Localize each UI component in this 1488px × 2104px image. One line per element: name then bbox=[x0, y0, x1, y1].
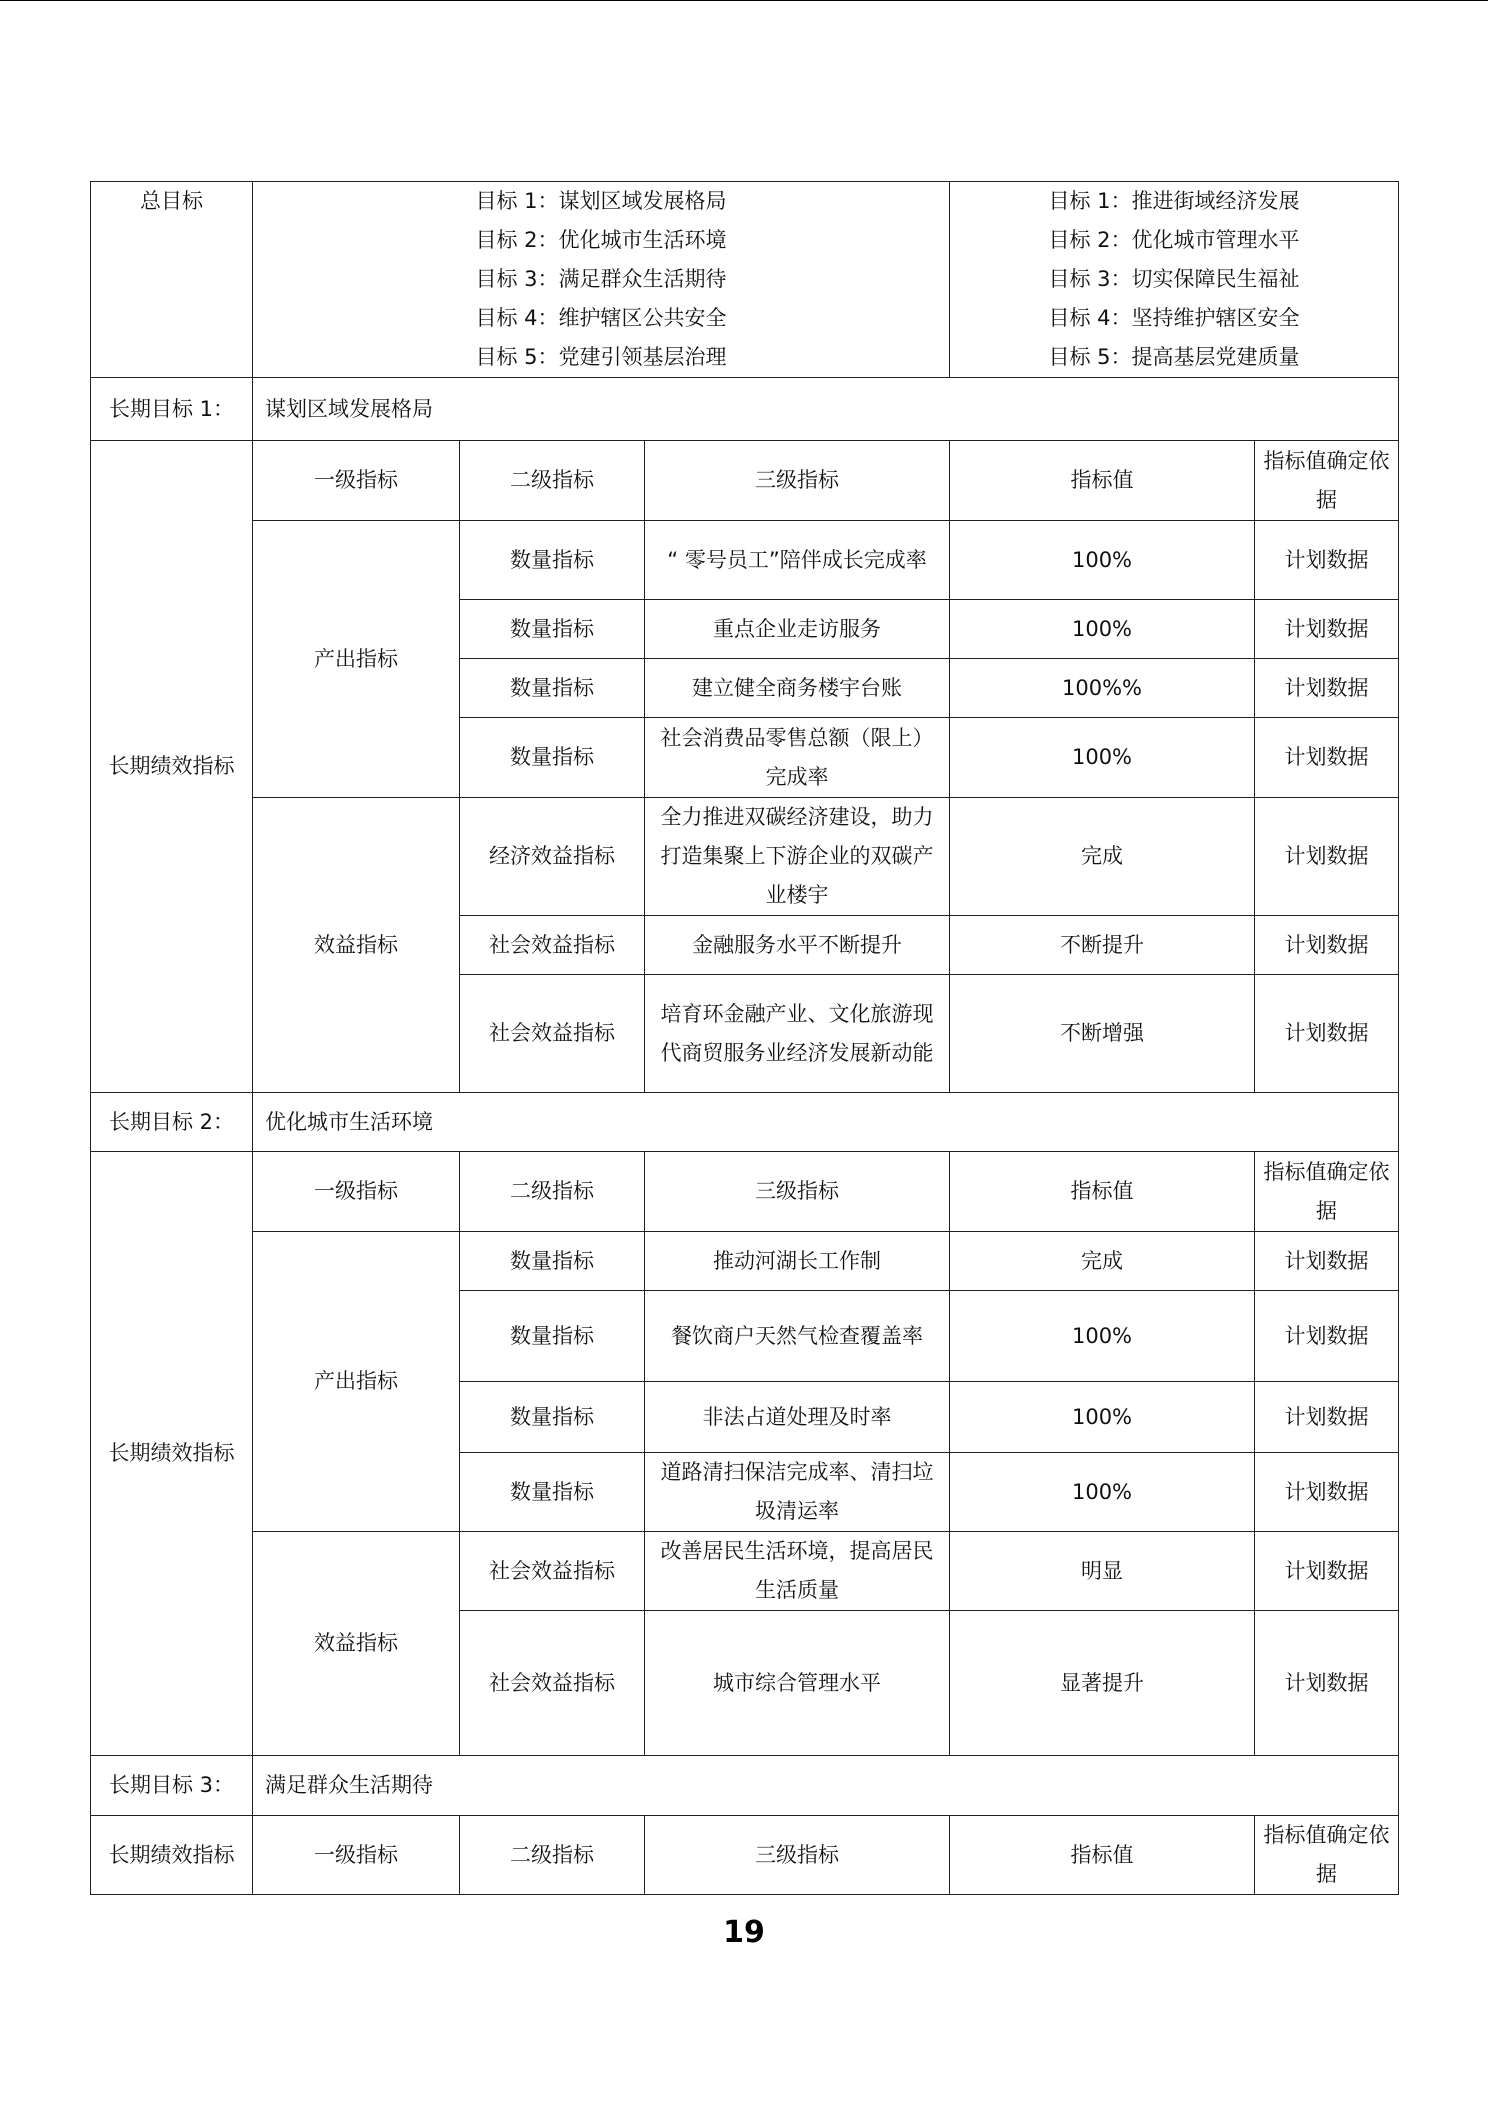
level2-cell: 数量指标 bbox=[460, 1382, 645, 1453]
indicator-header-row bbox=[91, 441, 1399, 521]
header-basis: 指标值确定依据 bbox=[1255, 441, 1399, 521]
long-term-goal-row bbox=[91, 378, 1399, 441]
overall-goals-left bbox=[253, 182, 950, 378]
level2-cell: 数量指标 bbox=[460, 600, 645, 659]
header-level2: 二级指标 bbox=[460, 1816, 645, 1895]
basis-cell: 计划数据 bbox=[1255, 521, 1399, 600]
indicator-row bbox=[91, 1532, 1399, 1611]
value-cell: 100% bbox=[950, 600, 1255, 659]
level3-cell: 金融服务水平不断提升 bbox=[645, 916, 950, 975]
value-cell: 显著提升 bbox=[950, 1611, 1255, 1756]
long-term-goal-label: 长期目标 3： bbox=[91, 1756, 253, 1816]
header-level2: 二级指标 bbox=[460, 1152, 645, 1232]
level3-cell: 城市综合管理水平 bbox=[645, 1611, 950, 1756]
long-term-goal-text: 谋划区域发展格局 bbox=[253, 378, 1399, 441]
indicator-header-row bbox=[91, 1816, 1399, 1895]
goal-line: 目标 1：谋划区域发展格局 bbox=[475, 189, 727, 213]
basis-cell: 计划数据 bbox=[1255, 659, 1399, 718]
value-cell: 100% bbox=[950, 718, 1255, 798]
indicator-row bbox=[91, 521, 1399, 600]
value-cell: 100% bbox=[950, 1291, 1255, 1382]
header-level1: 一级指标 bbox=[253, 441, 460, 521]
header-basis: 指标值确定依据 bbox=[1255, 1816, 1399, 1895]
page-number: 19 bbox=[723, 1915, 765, 1950]
overall-goal-label: 总目标 bbox=[91, 182, 253, 378]
goal-line: 目标 5：提高基层党建质量 bbox=[1048, 345, 1300, 369]
long-term-indicator-label: 长期绩效指标 bbox=[91, 1152, 253, 1756]
level3-cell: 建立健全商务楼宇台账 bbox=[645, 659, 950, 718]
value-cell: 100% bbox=[950, 1382, 1255, 1453]
header-value: 指标值 bbox=[950, 1816, 1255, 1895]
value-cell: 100%% bbox=[950, 659, 1255, 718]
long-term-indicator-label: 长期绩效指标 bbox=[91, 441, 253, 1093]
goal-line: 目标 1：推进街域经济发展 bbox=[1048, 189, 1300, 213]
long-term-goal-text: 优化城市生活环境 bbox=[253, 1093, 1399, 1152]
level2-cell: 数量指标 bbox=[460, 659, 645, 718]
basis-cell: 计划数据 bbox=[1255, 798, 1399, 916]
level1-cell: 效益指标 bbox=[253, 798, 460, 1093]
basis-cell: 计划数据 bbox=[1255, 1382, 1399, 1453]
level3-cell: 推动河湖长工作制 bbox=[645, 1232, 950, 1291]
goal-line: 目标 2：优化城市生活环境 bbox=[475, 228, 727, 252]
basis-cell: 计划数据 bbox=[1255, 1532, 1399, 1611]
value-cell: 明显 bbox=[950, 1532, 1255, 1611]
level3-cell: 餐饮商户天然气检查覆盖率 bbox=[645, 1291, 950, 1382]
basis-cell: 计划数据 bbox=[1255, 718, 1399, 798]
basis-cell: 计划数据 bbox=[1255, 975, 1399, 1093]
level1-cell: 效益指标 bbox=[253, 1532, 460, 1756]
level3-cell: “ 零号员工”陪伴成长完成率 bbox=[645, 521, 950, 600]
basis-cell: 计划数据 bbox=[1255, 1291, 1399, 1382]
level2-cell: 数量指标 bbox=[460, 1232, 645, 1291]
long-term-goal-row bbox=[91, 1756, 1399, 1816]
overall-goals-row bbox=[91, 182, 1399, 378]
header-level1: 一级指标 bbox=[253, 1816, 460, 1895]
value-cell: 不断增强 bbox=[950, 975, 1255, 1093]
indicator-row bbox=[91, 1232, 1399, 1291]
header-level3: 三级指标 bbox=[645, 1152, 950, 1232]
value-cell: 完成 bbox=[950, 798, 1255, 916]
goal-line: 目标 2：优化城市管理水平 bbox=[1048, 228, 1300, 252]
header-value: 指标值 bbox=[950, 1152, 1255, 1232]
basis-cell: 计划数据 bbox=[1255, 1453, 1399, 1532]
level3-cell: 培育环金融产业、文化旅游现代商贸服务业经济发展新动能 bbox=[645, 975, 950, 1093]
long-term-goal-text: 满足群众生活期待 bbox=[253, 1756, 1399, 1816]
value-cell: 不断提升 bbox=[950, 916, 1255, 975]
level3-cell: 非法占道处理及时率 bbox=[645, 1382, 950, 1453]
header-level2: 二级指标 bbox=[460, 441, 645, 521]
basis-cell: 计划数据 bbox=[1255, 1611, 1399, 1756]
goal-line: 目标 3：满足群众生活期待 bbox=[475, 267, 727, 291]
indicator-row bbox=[91, 798, 1399, 916]
value-cell: 100% bbox=[950, 521, 1255, 600]
long-term-goal-row bbox=[91, 1093, 1399, 1152]
overall-goals-right bbox=[950, 182, 1399, 378]
level3-cell: 社会消费品零售总额（限上）完成率 bbox=[645, 718, 950, 798]
level2-cell: 经济效益指标 bbox=[460, 798, 645, 916]
level1-cell: 产出指标 bbox=[253, 521, 460, 798]
header-level1: 一级指标 bbox=[253, 1152, 460, 1232]
level3-cell: 改善居民生活环境，提高居民生活质量 bbox=[645, 1532, 950, 1611]
value-cell: 完成 bbox=[950, 1232, 1255, 1291]
basis-cell: 计划数据 bbox=[1255, 600, 1399, 659]
goal-line: 目标 5：党建引领基层治理 bbox=[475, 345, 727, 369]
level2-cell: 社会效益指标 bbox=[460, 975, 645, 1093]
level2-cell: 社会效益指标 bbox=[460, 1611, 645, 1756]
goal-line: 目标 4：坚持维护辖区安全 bbox=[1048, 306, 1300, 330]
header-value: 指标值 bbox=[950, 441, 1255, 521]
level1-cell: 产出指标 bbox=[253, 1232, 460, 1532]
header-level3: 三级指标 bbox=[645, 441, 950, 521]
performance-target-table bbox=[90, 181, 1399, 1895]
level2-cell: 数量指标 bbox=[460, 1453, 645, 1532]
level2-cell: 数量指标 bbox=[460, 1291, 645, 1382]
goal-line: 目标 4：维护辖区公共安全 bbox=[475, 306, 727, 330]
basis-cell: 计划数据 bbox=[1255, 916, 1399, 975]
goal-line: 目标 3：切实保障民生福祉 bbox=[1048, 267, 1300, 291]
long-term-goal-label: 长期目标 2： bbox=[91, 1093, 253, 1152]
level2-cell: 社会效益指标 bbox=[460, 916, 645, 975]
level3-cell: 道路清扫保洁完成率、清扫垃圾清运率 bbox=[645, 1453, 950, 1532]
level3-cell: 全力推进双碳经济建设，助力打造集聚上下游企业的双碳产业楼宇 bbox=[645, 798, 950, 916]
long-term-indicator-label: 长期绩效指标 bbox=[91, 1816, 253, 1895]
level2-cell: 数量指标 bbox=[460, 521, 645, 600]
value-cell: 100% bbox=[950, 1453, 1255, 1532]
level2-cell: 数量指标 bbox=[460, 718, 645, 798]
indicator-header-row bbox=[91, 1152, 1399, 1232]
level3-cell: 重点企业走访服务 bbox=[645, 600, 950, 659]
basis-cell: 计划数据 bbox=[1255, 1232, 1399, 1291]
header-basis: 指标值确定依据 bbox=[1255, 1152, 1399, 1232]
level2-cell: 社会效益指标 bbox=[460, 1532, 645, 1611]
header-level3: 三级指标 bbox=[645, 1816, 950, 1895]
long-term-goal-label: 长期目标 1： bbox=[91, 378, 253, 441]
